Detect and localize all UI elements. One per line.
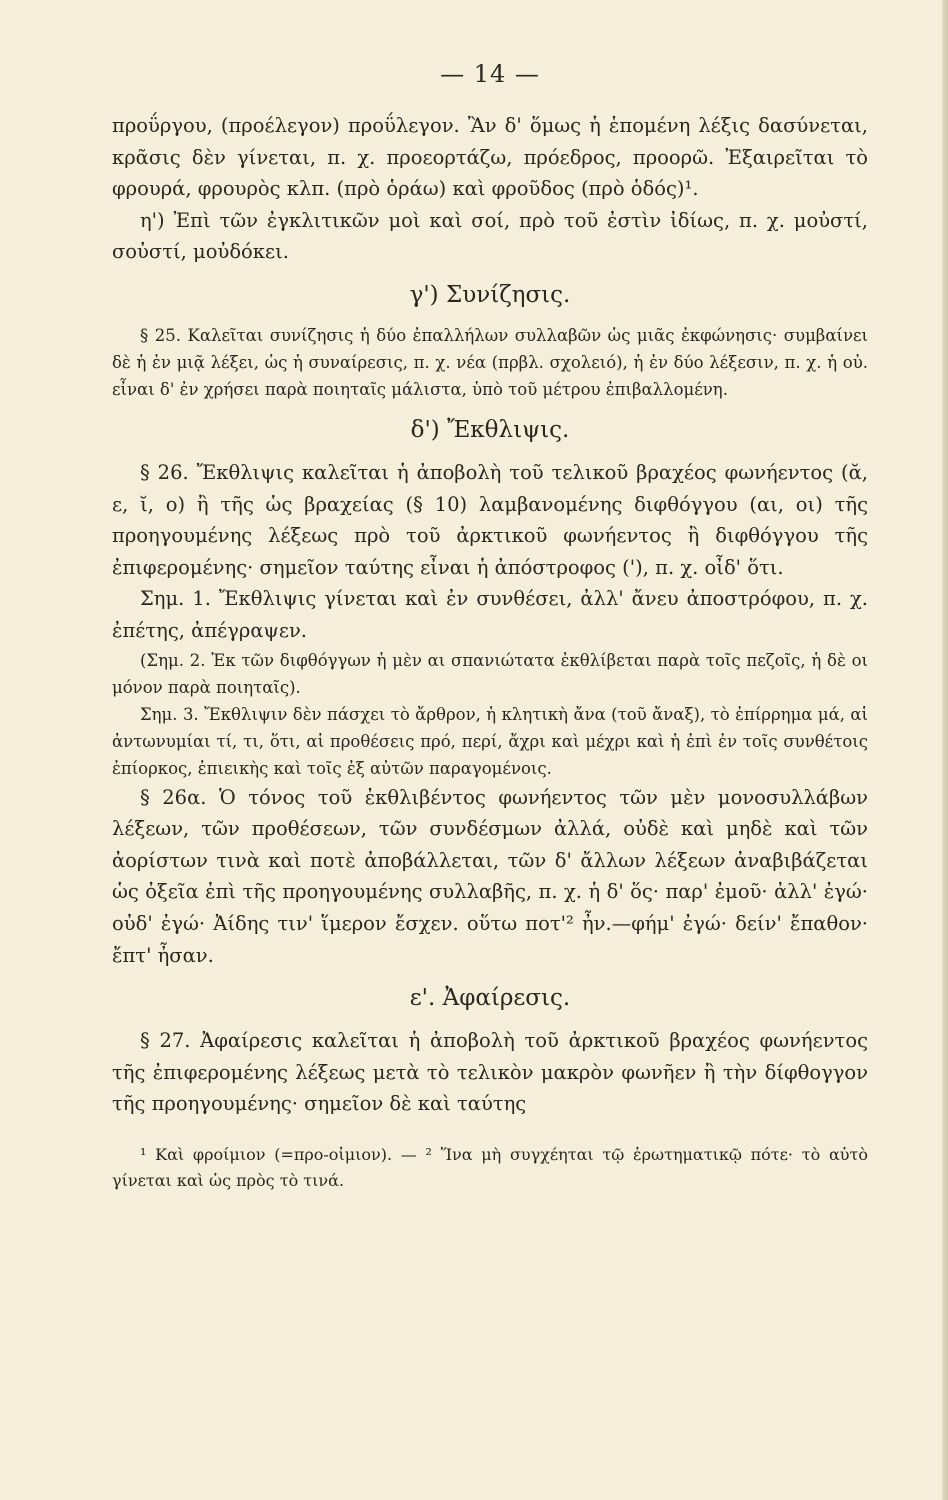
section-heading-epsilon: ε'. Ἀφαίρεσις. bbox=[409, 985, 571, 1012]
note-2: (Σημ. 2. Ἐκ τῶν διφθόγγων ἡ μὲν αι σπανιώτατα ἐκθλίβεται παρὰ τοῖς πεζοῖς, ἡ δὲ οι μόνον παρὰ ποιηταῖς). bbox=[112, 650, 868, 697]
paragraph-intro: προΰργου, (προέλεγον) προΰλεγον. Ἂν δ' ὅμως ἡ ἑπομένη λέξις δασύνεται, κρᾶσις δὲν γίνεται, π. χ. προεορτάζω, πρόεδρος, προορῶ. Ἐξαιρεῖται τὸ φρουρά, φρουρὸς κλπ. (πρὸ ὁράω) καὶ φροῦδος (πρὸ ὁδός)¹. bbox=[112, 114, 868, 201]
note-1: Σημ. 1. Ἔκθλιψις γίνεται καὶ ἐν συνθέσει, ἀλλ' ἄνευ ἀποστρόφου, π. χ. ἐπέτης, ἀπέγραψεν. bbox=[112, 587, 868, 642]
page-edge bbox=[942, 0, 948, 1500]
page-content bbox=[112, 60, 868, 1194]
page-number: — 14 — bbox=[440, 60, 540, 88]
paragraph-eta: η') Ἐπὶ τῶν ἐγκλιτικῶν μοὶ καὶ σοί, πρὸ τοῦ ἐστὶν ἰδίως, π. χ. μοὐστί, σοὐστί, μοὐδόκει. bbox=[112, 208, 868, 264]
paragraph-26a: § 26α. Ὁ τόνος τοῦ ἐκθλιβέντος φωνήεντος τῶν μὲν μονοσυλλάβων λέξεων, τῶν προθέσεων, τῶν συνδέσμων ἀλλά, οὐδὲ καὶ μηδὲ καὶ τῶν ἀορίστων τινὰ καὶ ποτὲ ἀποβάλλεται, τῶν δ' ἄλλων λέξεων ἀναβιβάζεται ὡς ὀξεῖα ἐπὶ τῆς προηγουμένης συλλαβῆς, π. χ. ἡ δ' ὅς· παρ' ἐμοῦ· ἀλλ' ἐγώ· οὐδ' ἐγώ· Ἀίδης τιν' ἵμερον ἔσχεν. οὕτω ποτ'² ἦν.—φήμ' ἐγώ· δείν' ἔπαθον· ἔπτ' ἦσαν. bbox=[112, 785, 868, 967]
note-3: Σημ. 3. Ἔκθλιψιν δὲν πάσχει τὸ ἄρθρον, ἡ κλητικὴ ἄνα (τοῦ ἄναξ), τὸ ἐπίρρημα μά, αἱ ἀντωνυμίαι τί, τι, ὅτι, αἱ προθέσεις πρό, περί, ἄχρι καὶ μέχρι καὶ ἡ ἐπὶ ἐν τοῖς συνθέτοις ἐπίορκος, ἐπιεικὴς καὶ τοῖς ἐξ αὐτῶν παραγομένοις. bbox=[112, 704, 868, 778]
footnotes: ¹ Καὶ φροίμιον (=προ-οἰμιον). — ² Ἵνα μὴ συγχέηται τῷ ἐρωτηματικῷ πότε· τὸ αὐτὸ γίνεται καὶ ὡς πρὸς τὸ τινά. bbox=[112, 1144, 868, 1190]
paragraph-26: § 26. Ἔκθλιψις καλεῖται ἡ ἀποβολὴ τοῦ τελικοῦ βραχέος φωνήεντος (ᾰ, ε, ῐ, ο) ἢ τῆς ὡς βραχείας (§ 10) λαμβανομένης διφθόγγου (αι, οι) τῆς προηγουμένης λέξεως πρὸ τοῦ ἀρκτικοῦ φωνήεντος ἢ διφθόγγου τῆς ἐπιφερομένης· σημεῖον ταύτης εἶναι ἡ ἀπόστροφος ('), π. χ. οἶδ' ὅτι. bbox=[112, 460, 868, 579]
paragraph-27: § 27. Ἀφαίρεσις καλεῖται ἡ ἀποβολὴ τοῦ ἀρκτικοῦ βραχέος φωνήεντος τῆς ἐπιφερομένης λέξεως μετὰ τὸ τελικὸν μακρὸν φωνῆεν ἢ τὴν δίφθογγον τῆς προηγουμένης· σημεῖον δὲ καὶ ταύτης bbox=[112, 1029, 868, 1116]
section-heading-gamma: γ') Συνίζησις. bbox=[409, 281, 571, 308]
section-heading-delta: δ') Ἔκθλιψις. bbox=[410, 416, 570, 443]
paragraph-25: § 25. Καλεῖται συνίζησις ἡ δύο ἐπαλλήλων συλλαβῶν ὡς μιᾶς ἐκφώνησις· συμβαίνει δὲ ἡ ἐν μιᾷ λέξει, ὡς ἡ συναίρεσις, π. χ. νέα (πρβλ. σχολειό), ἡ ἐν δύο λέξεσιν, π. χ. ἡ οὐ. εἶναι δ' ἐν χρήσει παρὰ ποιηταῖς μάλιστα, ὑπὸ τοῦ μέτρου ἐπιβαλλομένη. bbox=[112, 325, 868, 399]
